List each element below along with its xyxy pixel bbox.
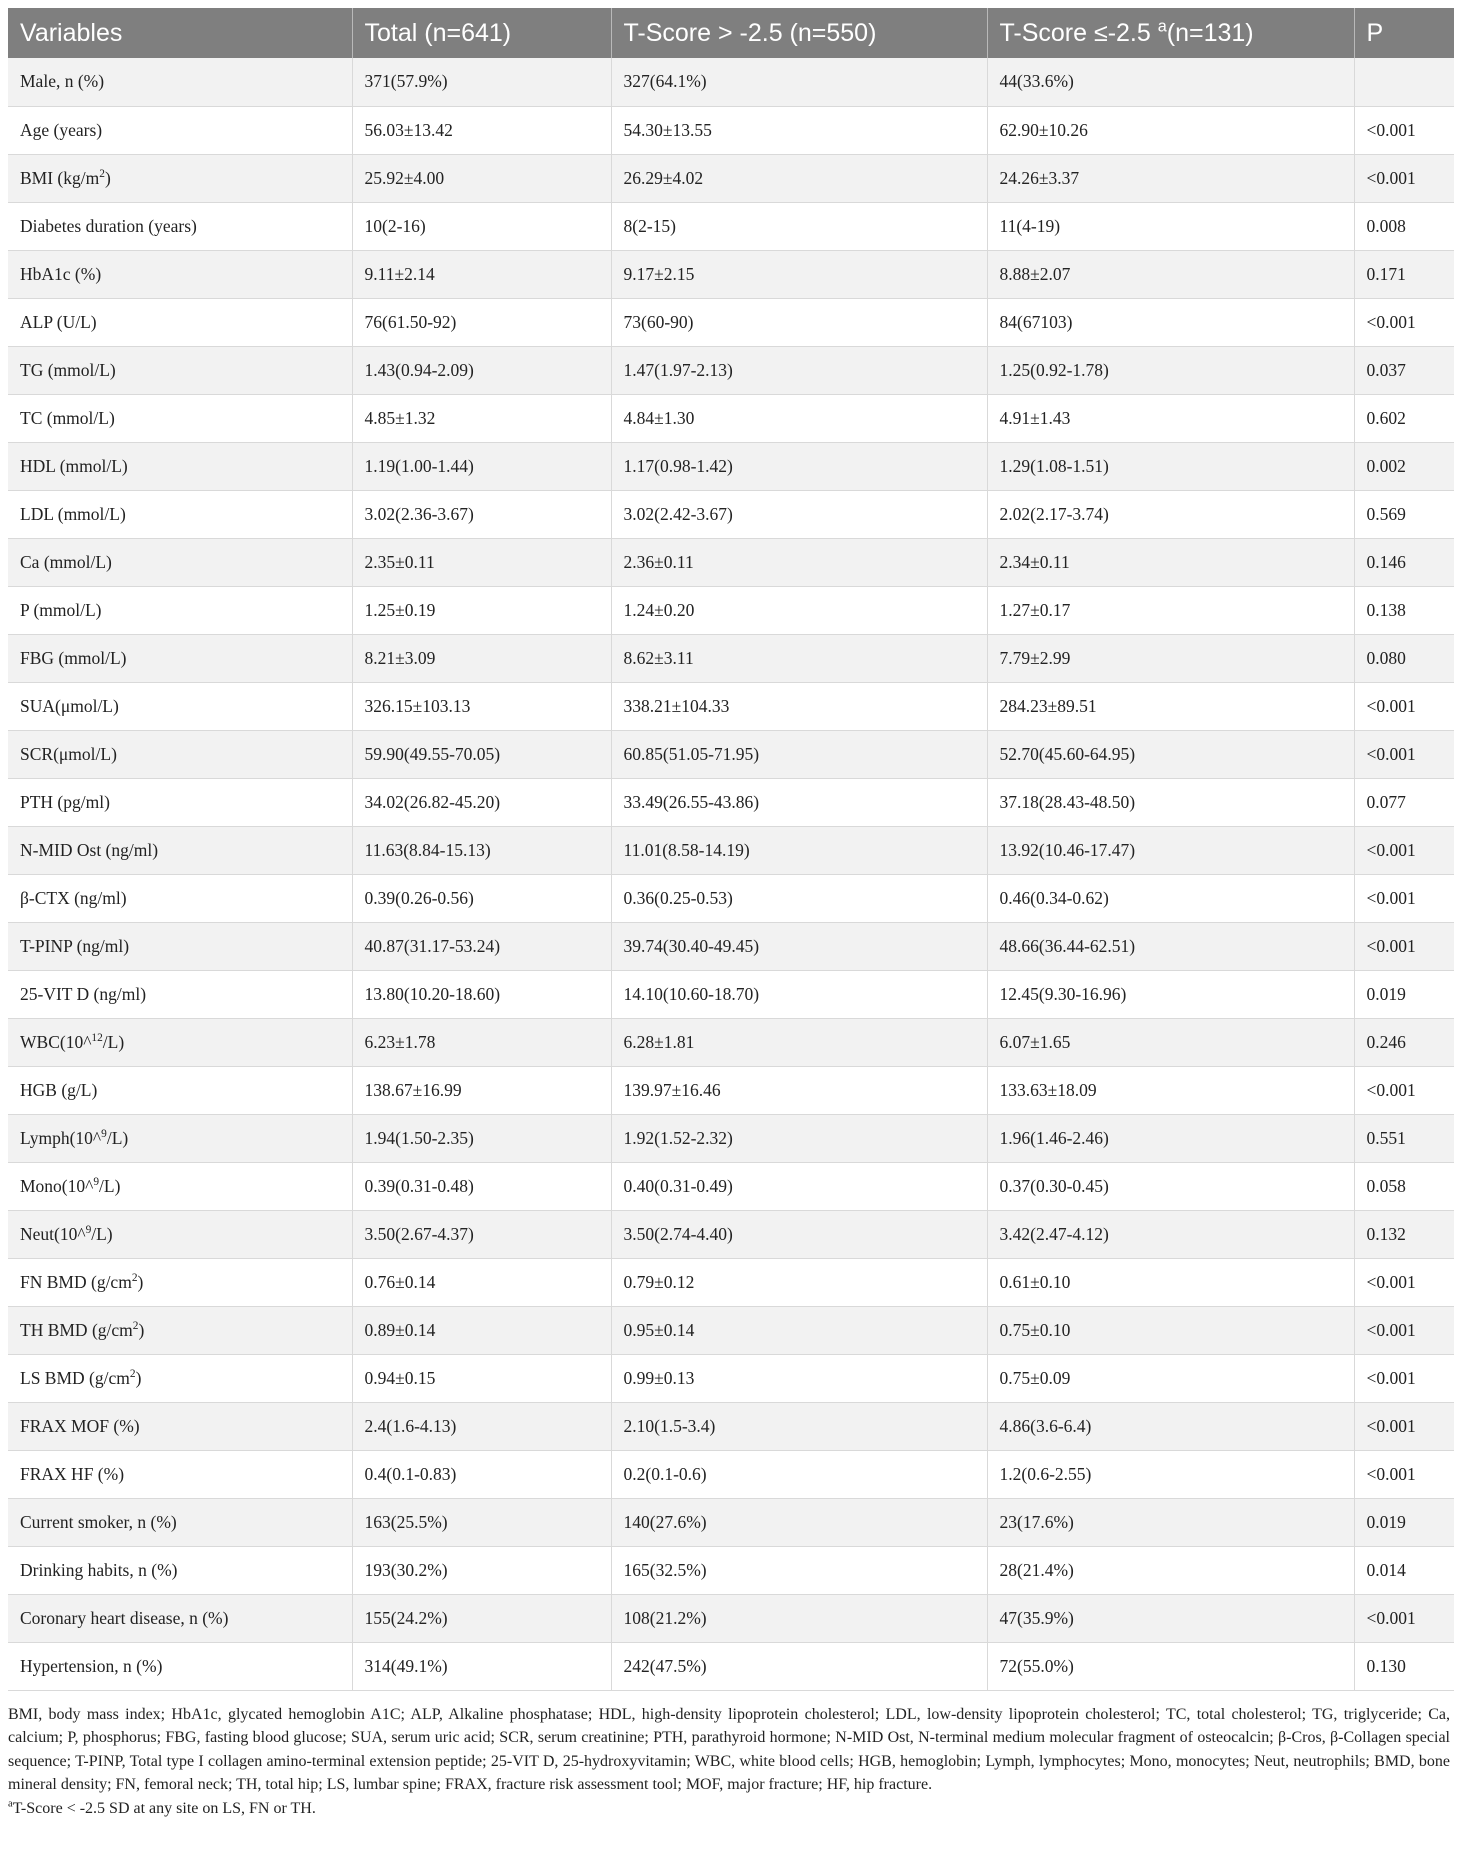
cell-group-b: 23(17.6%) [987,1498,1354,1546]
cell-total: 76(61.50-92) [352,298,611,346]
table-figure [8,8,1454,1820]
variable-label: 25-VIT D (ng/ml) [20,983,147,1004]
cell-total: 40.87(31.17-53.24) [352,922,611,970]
variable-superscript: 2 [99,167,105,180]
cell-group-a: 2.36±0.11 [611,538,987,586]
cell-group-a: 11.01(8.58-14.19) [611,826,987,874]
cell-group-b: 13.92(10.46-17.47) [987,826,1354,874]
variable-label: Hypertension, n (%) [20,1655,163,1676]
cell-variable [8,106,352,154]
cell-total: 2.4(1.6-4.13) [352,1402,611,1450]
table-row [8,1210,1454,1258]
header-group-b-prefix: T-Score ≤-2.5 [999,18,1158,47]
table-row [8,682,1454,730]
cell-p-value [1354,58,1454,106]
cell-variable [8,922,352,970]
cell-total: 25.92±4.00 [352,154,611,202]
cell-group-b: 44(33.6%) [987,58,1354,106]
cell-group-b: 4.86(3.6-6.4) [987,1402,1354,1450]
variable-label: SUA(μmol/L) [20,695,119,716]
table-row [8,1642,1454,1690]
variable-label: Male, n (%) [20,71,105,92]
cell-group-b: 4.91±1.43 [987,394,1354,442]
cell-p-value: 0.058 [1354,1162,1454,1210]
variable-label: Age (years) [20,119,103,140]
variable-superscript: 9 [93,1175,100,1188]
cell-p-value: <0.001 [1354,1402,1454,1450]
cell-p-value: 0.008 [1354,202,1454,250]
threshold-note [8,1797,1450,1821]
cell-total: 56.03±13.42 [352,106,611,154]
variable-label: SCR(μmol/L) [20,743,117,764]
cell-p-value: <0.001 [1354,730,1454,778]
footnote-marker: a [8,1798,13,1810]
variable-label: TH BMD (g/cm [20,1319,133,1340]
cell-variable [8,58,352,106]
cell-p-value: <0.001 [1354,1450,1454,1498]
cell-total: 1.25±0.19 [352,586,611,634]
variable-label: HGB (g/L) [20,1079,98,1100]
header-group-a: T-Score > -2.5 (n=550) [611,8,987,58]
cell-total: 13.80(10.20-18.60) [352,970,611,1018]
cell-total: 0.39(0.31-0.48) [352,1162,611,1210]
variable-label: Drinking habits, n (%) [20,1559,178,1580]
cell-group-a: 2.10(1.5-3.4) [611,1402,987,1450]
cell-group-b: 1.27±0.17 [987,586,1354,634]
table-row [8,394,1454,442]
cell-variable [8,1402,352,1450]
variable-label: Coronary heart disease, n (%) [20,1607,229,1628]
cell-total: 4.85±1.32 [352,394,611,442]
variable-label: WBC(10^ [20,1031,92,1052]
cell-variable [8,394,352,442]
cell-p-value: <0.001 [1354,1258,1454,1306]
cell-p-value: <0.001 [1354,298,1454,346]
cell-group-a: 39.74(30.40-49.45) [611,922,987,970]
abbreviations-note: BMI, body mass index; HbA1c, glycated hemoglobin A1C; ALP, Alkaline phosphatase; HDL, high-density lipoprotein cholesterol; LDL, low-density lipoprotein cholesterol; TC, total cholesterol; TG, triglyceride; Ca, calcium; P, phosphorus; FBG, fasting blood glucose; SUA, serum uric acid; SCR, serum creatinine; PTH, parathyroid hormone; N-MID Ost, N-terminal medium molecular fragment of osteocalcin; β-Cros, β-Collagen special sequence; T-PINP, Total type I collagen amino-terminal extension peptide; 25-VIT D, 25-hydroxyvitamin; WBC, white blood cells; HGB, hemoglobin; Lymph, lymphocytes; Mono, monocytes; Neut, neutrophils; BMD, bone mineral density; FN, femoral neck; TH, total hip; LS, lumbar spine; FRAX, fracture risk assessment tool; MOF, major fracture; HF, hip fracture. [8,1705,1450,1793]
cell-group-a: 0.79±0.12 [611,1258,987,1306]
variable-label: ALP (U/L) [20,311,97,332]
cell-p-value: 0.171 [1354,250,1454,298]
cell-p-value: 0.019 [1354,1498,1454,1546]
cell-p-value: 0.132 [1354,1210,1454,1258]
cell-group-a: 8.62±3.11 [611,634,987,682]
cell-group-b: 1.29(1.08-1.51) [987,442,1354,490]
cell-total: 9.11±2.14 [352,250,611,298]
table-row [8,538,1454,586]
cell-group-a: 0.2(0.1-0.6) [611,1450,987,1498]
variable-label: FRAX HF (%) [20,1463,125,1484]
cell-p-value: <0.001 [1354,682,1454,730]
table-row [8,298,1454,346]
cell-group-b: 284.23±89.51 [987,682,1354,730]
cell-total: 371(57.9%) [352,58,611,106]
cell-p-value: <0.001 [1354,106,1454,154]
cell-variable [8,1018,352,1066]
cell-group-b: 0.75±0.10 [987,1306,1354,1354]
table-row [8,1546,1454,1594]
cell-group-a: 1.24±0.20 [611,586,987,634]
table-row [8,778,1454,826]
variable-label: TC (mmol/L) [20,407,115,428]
variable-label: Current smoker, n (%) [20,1511,177,1532]
variable-label: P (mmol/L) [20,599,102,620]
cell-group-b: 37.18(28.43-48.50) [987,778,1354,826]
header-group-b [987,8,1354,58]
cell-total: 0.4(0.1-0.83) [352,1450,611,1498]
cell-group-b: 0.46(0.34-0.62) [987,874,1354,922]
cell-p-value: 0.569 [1354,490,1454,538]
table-row [8,442,1454,490]
cell-group-a: 3.02(2.42-3.67) [611,490,987,538]
table-header-row [8,8,1454,58]
cell-group-a: 33.49(26.55-43.86) [611,778,987,826]
cell-variable [8,1498,352,1546]
cell-group-a: 0.99±0.13 [611,1354,987,1402]
variable-label: LDL (mmol/L) [20,503,126,524]
cell-group-a: 14.10(10.60-18.70) [611,970,987,1018]
cell-group-a: 3.50(2.74-4.40) [611,1210,987,1258]
cell-p-value: <0.001 [1354,1594,1454,1642]
cell-group-b: 52.70(45.60-64.95) [987,730,1354,778]
cell-variable [8,490,352,538]
table-row [8,1114,1454,1162]
cell-total: 59.90(49.55-70.05) [352,730,611,778]
cell-variable [8,202,352,250]
cell-variable [8,730,352,778]
cell-group-b: 7.79±2.99 [987,634,1354,682]
variable-suffix: ) [135,1367,142,1388]
variable-suffix: /L) [91,1223,113,1244]
cell-variable [8,1450,352,1498]
table-row [8,58,1454,106]
variable-label: FRAX MOF (%) [20,1415,140,1436]
table-row [8,154,1454,202]
cell-group-a: 26.29±4.02 [611,154,987,202]
cell-group-b: 133.63±18.09 [987,1066,1354,1114]
table-row [8,1498,1454,1546]
cell-total: 3.50(2.67-4.37) [352,1210,611,1258]
variable-label: FBG (mmol/L) [20,647,127,668]
cell-total: 10(2-16) [352,202,611,250]
cell-p-value: 0.014 [1354,1546,1454,1594]
variable-label: Neut(10^ [20,1223,86,1244]
variable-label: PTH (pg/ml) [20,791,110,812]
cell-p-value: <0.001 [1354,1306,1454,1354]
cell-group-b: 3.42(2.47-4.12) [987,1210,1354,1258]
variable-label: Ca (mmol/L) [20,551,112,572]
cell-group-a: 1.92(1.52-2.32) [611,1114,987,1162]
cell-group-b: 12.45(9.30-16.96) [987,970,1354,1018]
cell-p-value: 0.146 [1354,538,1454,586]
table-footnotes [8,1703,1454,1821]
variable-suffix: /L) [102,1031,125,1052]
table-row [8,922,1454,970]
cell-group-b: 0.37(0.30-0.45) [987,1162,1354,1210]
header-footnote-marker: a [1157,17,1167,36]
cell-group-b: 1.2(0.6-2.55) [987,1450,1354,1498]
table-row [8,250,1454,298]
cell-total: 1.19(1.00-1.44) [352,442,611,490]
cell-total: 314(49.1%) [352,1642,611,1690]
header-variables: Variables [8,8,352,58]
cell-group-b: 0.75±0.09 [987,1354,1354,1402]
cell-group-a: 60.85(51.05-71.95) [611,730,987,778]
cell-group-b: 8.88±2.07 [987,250,1354,298]
variable-suffix: /L) [99,1175,121,1196]
cell-group-b: 84(67103) [987,298,1354,346]
variable-suffix: /L) [106,1127,129,1148]
cell-variable [8,634,352,682]
cell-variable [8,826,352,874]
threshold-note-text: T-Score < -2.5 SD at any site on LS, FN or TH. [12,1799,316,1817]
cell-group-b: 2.34±0.11 [987,538,1354,586]
cell-variable [8,586,352,634]
cell-p-value: <0.001 [1354,1354,1454,1402]
cell-group-a: 73(60-90) [611,298,987,346]
variable-label: BMI (kg/m [20,167,100,188]
cell-group-a: 4.84±1.30 [611,394,987,442]
variable-label: Mono(10^ [20,1175,94,1196]
cell-p-value: <0.001 [1354,826,1454,874]
cell-p-value: 0.037 [1354,346,1454,394]
cell-total: 0.94±0.15 [352,1354,611,1402]
cell-group-a: 54.30±13.55 [611,106,987,154]
cell-variable [8,970,352,1018]
cell-variable [8,682,352,730]
cell-group-b: 1.25(0.92-1.78) [987,346,1354,394]
table-row [8,1450,1454,1498]
cell-total: 0.89±0.14 [352,1306,611,1354]
cell-variable [8,1162,352,1210]
cell-group-a: 165(32.5%) [611,1546,987,1594]
table-row [8,1402,1454,1450]
cell-p-value: 0.138 [1354,586,1454,634]
table-row [8,490,1454,538]
cell-variable [8,1594,352,1642]
cell-variable [8,874,352,922]
cell-p-value: 0.077 [1354,778,1454,826]
cell-variable [8,1546,352,1594]
cell-p-value: 0.246 [1354,1018,1454,1066]
cell-variable [8,538,352,586]
variable-label: N-MID Ost (ng/ml) [20,839,159,860]
cell-p-value: <0.001 [1354,922,1454,970]
cell-group-a: 1.47(1.97-2.13) [611,346,987,394]
cell-group-b: 0.61±0.10 [987,1258,1354,1306]
cell-group-a: 338.21±104.33 [611,682,987,730]
variable-superscript: 9 [85,1223,92,1236]
cell-variable [8,346,352,394]
cell-variable [8,1306,352,1354]
cell-total: 0.76±0.14 [352,1258,611,1306]
header-group-b-suffix: (n=131) [1166,18,1254,47]
header-total: Total (n=641) [352,8,611,58]
cell-total: 1.94(1.50-2.35) [352,1114,611,1162]
table-row [8,970,1454,1018]
table-row [8,106,1454,154]
table-row [8,1018,1454,1066]
cell-p-value: 0.602 [1354,394,1454,442]
cell-total: 3.02(2.36-3.67) [352,490,611,538]
variable-label: T-PINP (ng/ml) [20,935,130,956]
cell-total: 8.21±3.09 [352,634,611,682]
variable-suffix: ) [138,1319,145,1340]
table-row [8,634,1454,682]
cell-variable [8,1642,352,1690]
cell-group-a: 9.17±2.15 [611,250,987,298]
cell-variable [8,1114,352,1162]
cell-group-a: 0.40(0.31-0.49) [611,1162,987,1210]
variable-label: HbA1c (%) [20,263,102,284]
variable-label: TG (mmol/L) [20,359,116,380]
variable-superscript: 12 [91,1031,103,1044]
cell-group-b: 48.66(36.44-62.51) [987,922,1354,970]
cell-variable [8,1354,352,1402]
cell-group-a: 0.95±0.14 [611,1306,987,1354]
variable-label: Diabetes duration (years) [20,215,197,236]
table-row [8,874,1454,922]
table-row [8,1162,1454,1210]
cell-group-b: 24.26±3.37 [987,154,1354,202]
cell-total: 193(30.2%) [352,1546,611,1594]
cell-variable [8,1066,352,1114]
cell-variable [8,154,352,202]
cell-variable [8,298,352,346]
variable-label: LS BMD (g/cm [20,1367,130,1388]
variable-superscript: 2 [132,1319,139,1332]
variable-superscript: 2 [129,1367,136,1380]
cell-total: 163(25.5%) [352,1498,611,1546]
table-row [8,1258,1454,1306]
cell-total: 34.02(26.82-45.20) [352,778,611,826]
table-row [8,826,1454,874]
cell-group-a: 242(47.5%) [611,1642,987,1690]
cell-group-a: 327(64.1%) [611,58,987,106]
cell-total: 0.39(0.26-0.56) [352,874,611,922]
cell-group-b: 72(55.0%) [987,1642,1354,1690]
variable-label: Lymph(10^ [20,1127,102,1148]
cell-total: 138.67±16.99 [352,1066,611,1114]
variable-suffix: ) [137,1271,144,1292]
table-row [8,346,1454,394]
cell-total: 6.23±1.78 [352,1018,611,1066]
cell-p-value: <0.001 [1354,874,1454,922]
cell-group-b: 28(21.4%) [987,1546,1354,1594]
cell-total: 1.43(0.94-2.09) [352,346,611,394]
cell-group-b: 2.02(2.17-3.74) [987,490,1354,538]
cell-variable [8,1210,352,1258]
variable-label: HDL (mmol/L) [20,455,128,476]
table-row [8,1066,1454,1114]
cell-p-value: 0.080 [1354,634,1454,682]
cell-group-b: 6.07±1.65 [987,1018,1354,1066]
variable-superscript: 2 [131,1271,138,1284]
table-body [8,58,1454,1690]
table-row [8,586,1454,634]
table-row [8,1306,1454,1354]
cell-variable [8,250,352,298]
cell-group-a: 140(27.6%) [611,1498,987,1546]
table-row [8,1354,1454,1402]
cell-group-b: 47(35.9%) [987,1594,1354,1642]
cell-p-value: <0.001 [1354,154,1454,202]
cell-total: 326.15±103.13 [352,682,611,730]
variable-label: FN BMD (g/cm [20,1271,132,1292]
cell-variable [8,778,352,826]
cell-group-a: 0.36(0.25-0.53) [611,874,987,922]
cell-p-value: 0.130 [1354,1642,1454,1690]
cell-group-a: 108(21.2%) [611,1594,987,1642]
variable-suffix: ) [104,167,111,188]
table-row [8,202,1454,250]
cell-group-a: 139.97±16.46 [611,1066,987,1114]
cell-variable [8,442,352,490]
cell-p-value: <0.001 [1354,1066,1454,1114]
cell-p-value: 0.002 [1354,442,1454,490]
table-row [8,730,1454,778]
variable-label: β-CTX (ng/ml) [20,887,127,908]
cell-group-a: 1.17(0.98-1.42) [611,442,987,490]
cell-group-b: 1.96(1.46-2.46) [987,1114,1354,1162]
cell-total: 2.35±0.11 [352,538,611,586]
baseline-characteristics-table [8,8,1454,1691]
cell-group-b: 11(4-19) [987,202,1354,250]
cell-group-b: 62.90±10.26 [987,106,1354,154]
table-row [8,1594,1454,1642]
cell-total: 11.63(8.84-15.13) [352,826,611,874]
cell-group-a: 8(2-15) [611,202,987,250]
cell-group-a: 6.28±1.81 [611,1018,987,1066]
cell-p-value: 0.551 [1354,1114,1454,1162]
cell-total: 155(24.2%) [352,1594,611,1642]
cell-p-value: 0.019 [1354,970,1454,1018]
cell-variable [8,1258,352,1306]
header-p: P [1354,8,1454,58]
variable-superscript: 9 [101,1127,107,1140]
